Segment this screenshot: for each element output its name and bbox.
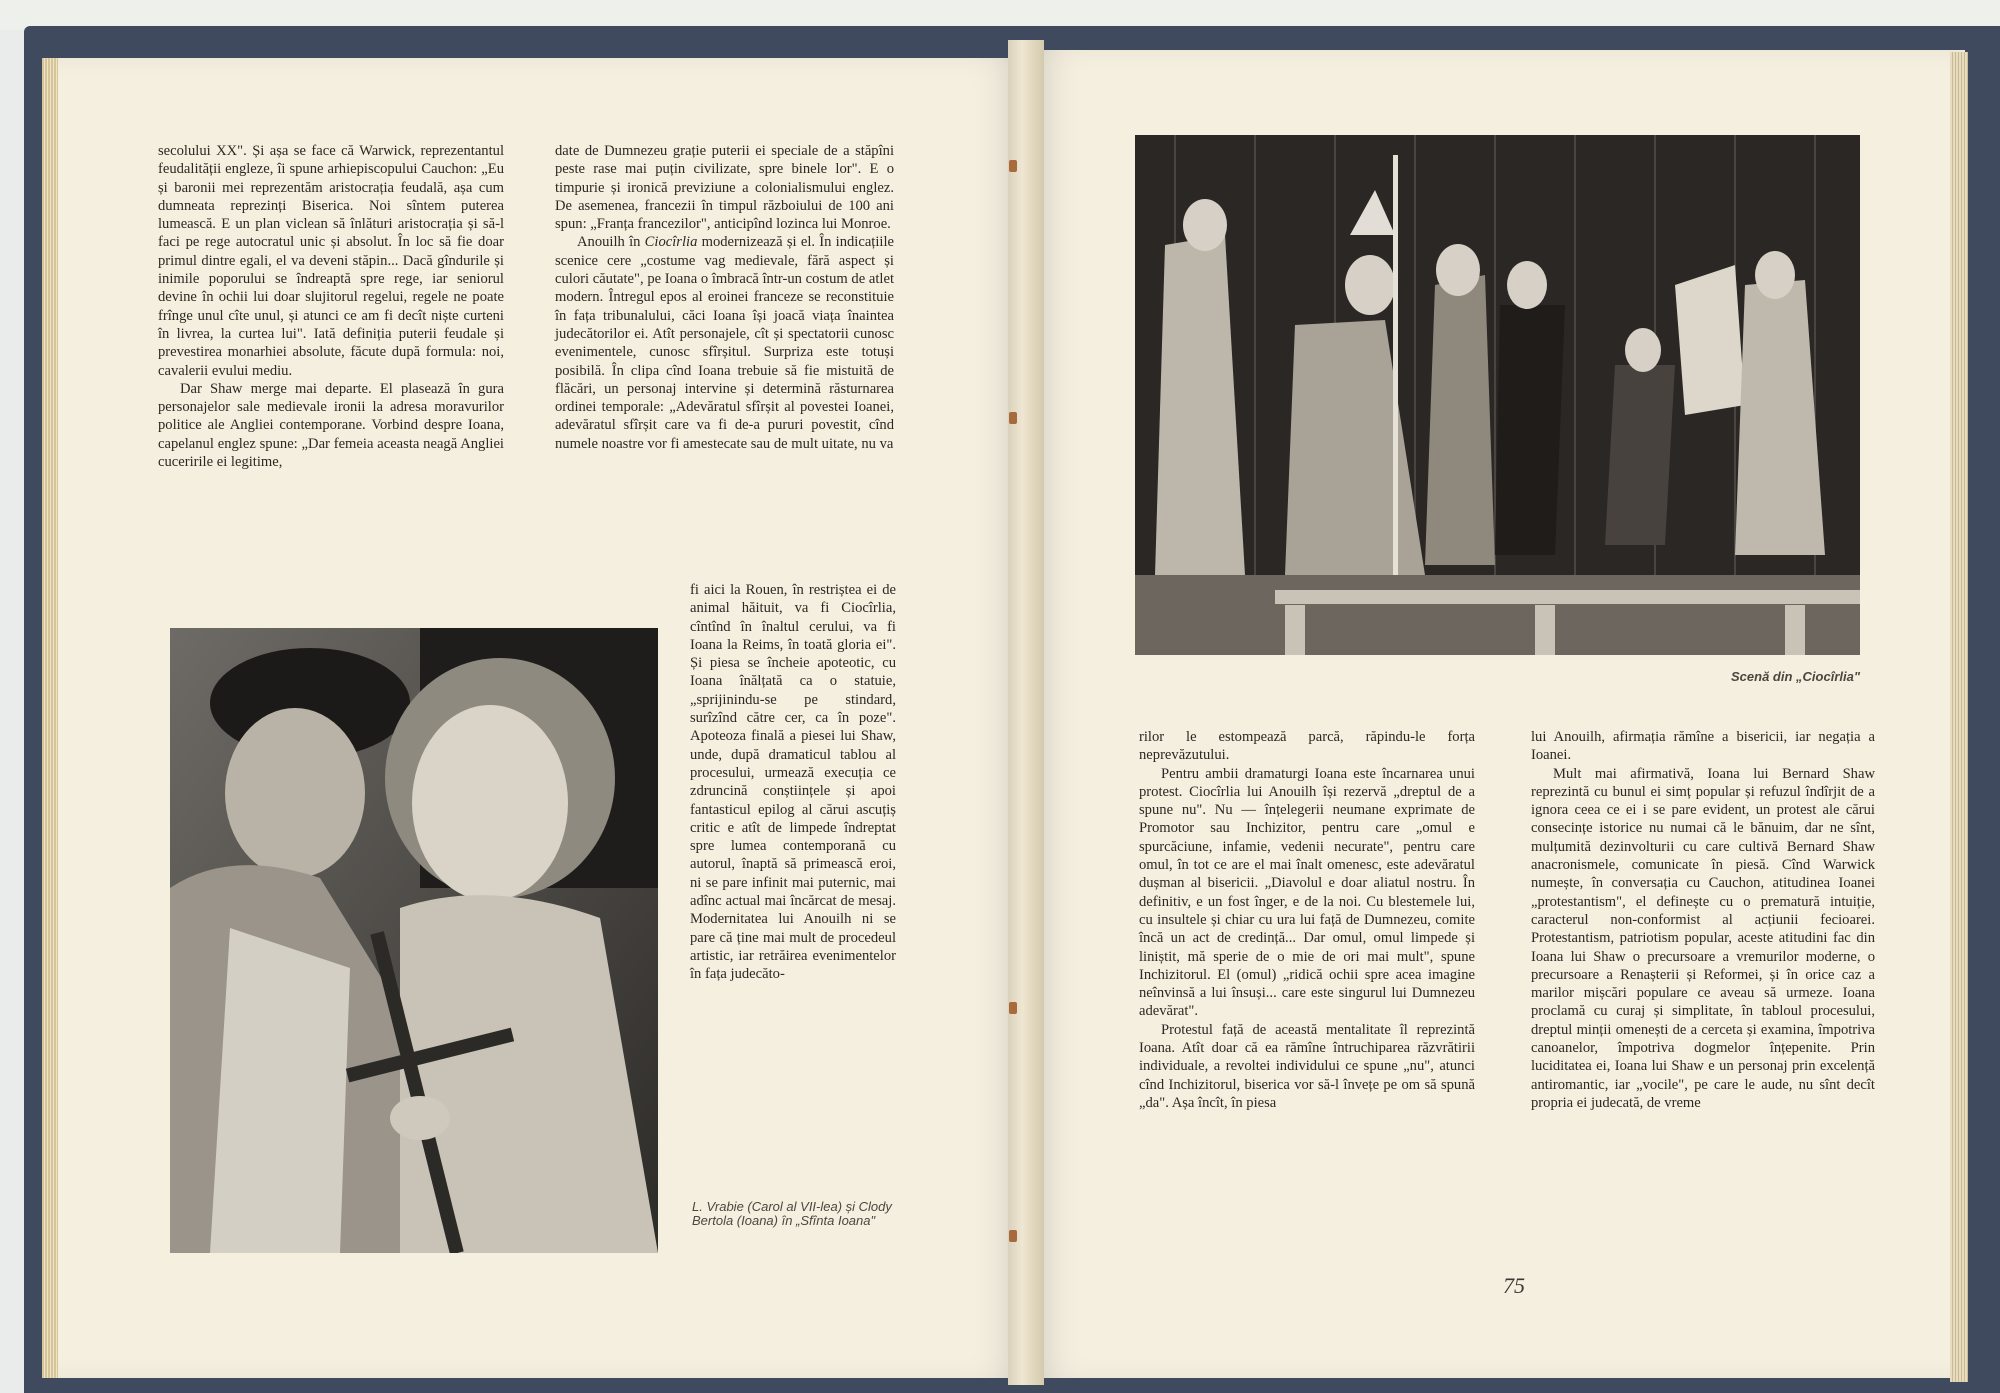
paragraph: lui Anouilh, afirmația rămîne a bisericii, iar negația a Ioanei. [1531,729,1875,764]
book-gutter [1008,40,1044,1385]
right-column-1 [1139,728,1475,1112]
left-column-2-top [555,142,894,453]
paragraph: Protestul față de această mentalitate îl reprezintă Ioana. Atît doar că ea rămîne întruchiparea răzvrătirii individuale, a revoltei individului ce spune „nu", atunci cînd Inchizitorul, biserica vor să-l învețe pe om să spună „da". Așa încît, în piesa [1139,1021,1475,1111]
binding-stitch [1009,160,1017,172]
paragraph: Pentru ambii dramaturgi Ioana este încarnarea unui protest. Ciocîrlia lui Anouilh își rezervă „dreptul de a spune nu". Nu — înțelegerii neumane exprimate de Promotor sau Inchizitor, pentru care „omul e spurcăciune, infamie, vedenii necurate", pentru care omul, în tot ce are el mai înalt omenesc, este adevăratul dușman al bisericii. „Diavolul e doar aliatul nostru. În definitiv, e un fost înger, e de la noi. Cu blestemele lui, cu insultele și chiar cu ura lui față de Dumnezeu, comite încă un act de credință... Dar omul, omul limpede și liniștit, mă sperie de o mie de ori mai mult", spune Inchizitorul. El (omul) „ridică ochii spre acea imagine neînvinsă a lui însuși... care este singurul lui Dumnezeu adevărat". [1139,765,1475,1020]
left-column-1 [158,142,504,471]
page-number: 75 [1503,1273,1525,1298]
paragraph: fi aici la Rouen, în restriștea ei de animal hăituit, va fi Ciocîrlia, cîntînd în înaltul cerului, va fi Ioana la Reims, în toată gloria ei". Și piesa se încheie apoteotic, cu Ioana înălțată ca o statuie, „sprijinindu-se pe stindard, surîzînd către cer, ca în poze". Apoteoza finală a piesei lui Shaw, unde, după dramaticul tablou al procesului, urmează execuția ce zdruncină conștiințele și apoi fantasticul epilog al cărui ascuțiș critic e atît de limpede îndreptat spre lumea contemporană cu autorul, înaptă să primească eroi, ni se pare infinit mai puternic, mai adînc actual mai încărcat de mesaj. Modernitatea lui Anouilh ni se pare că ține mai mult de procedeul artistic, iar retrăirea evenimentelor în fața judecăto- [690,582,896,983]
photo-image [1135,135,1860,655]
paragraph: Dar Shaw merge mai departe. El plasează în gura personajelor sale medievale ironii la adresa moravurilor politice ale Angliei contemporane. Vorbind despre Ioana, capelanul englez spune: „Dar femeia aceasta neagă Angliei cuceririle ei legitime, [158,380,504,471]
paragraph: Mult mai afirmativă, Ioana lui Bernard Shaw reprezintă cu bunul ei simț popular și refuzul îndîrjit de a ignora ceea ce ei i se pare evident, un protest ale cărui consecințe istorice nu numai că le bănuim, dar ne sînt, mulțumită dezinvolturii cu care cultivă Bernard Shaw anacronismele, comunicate în piesă. Cînd Warwick numește, în conversația cu Cauchon, atitudinea Ioanei „protestantism", el definește cu o prematură intuiție, caracterul non-conformist al acțiunii fecioarei. Protestantism, patriotism popular, aceste atitudini fac din Ioana lui Shaw o precursoare a vremurilor moderne, o precursoare a Renașterii și Reformei, și în orice caz a marilor mișcări populare ce aveau să urmeze. Ioana proclamă cu curaj și simplitate, în tabloul procesului, dreptul minții omenești de a cerceta și examina, împotriva canoanelor, împotriva dogmelor înțepenite. Prin luciditatea ei, Ioana lui Shaw e un personaj prin excelență antiromantic, iar „vocile", pe care le aude, nu sînt decît propria ei judecată, de vreme [1531,765,1875,1111]
left-column-2-bottom [690,581,896,984]
binding-stitch [1009,1230,1017,1242]
left-photo-caption: L. Vrabie (Carol al VII-lea) și Clody Bertola (Ioana) în „Sfînta Ioana" [692,1199,892,1228]
binding-stitch [1009,412,1017,424]
photo-actors-sfinta-ioana [170,628,658,1253]
right-photo-caption: Scenă din „Ciocîrlia" [1731,669,1860,684]
photo-image [170,628,658,1253]
paragraph: secolului XX". Și așa se face că Warwick, reprezentantul feudalității engleze, îi spune arhiepiscopului Cauchon: „Eu și baronii mei reprezentăm aristocrația feudală, așa cum dumneata reprezinți Biserica. Noi sîntem puterea lumească. E un plan viclean să înlături aristocrația și să-l faci pe rege autocratul unic și absolut. În loc să fie doar primul dintre egali, el va deveni stăpin... Dacă gîndurile și inimile poporului se îndreaptă spre rege, iar seniorul devine în ochii lui doar slujitorul regelui, regele ne poate frînge unul cîte unul, și atunci ce am fi decît niște curteni în livrea, la curtea lui". Iată definiția puterii feudale și prevestirea monarhiei absolute, făcute după formula: noi, cavalerii evului mediu. [158,143,504,379]
photo-scene-ciocirlia [1135,135,1860,655]
binding-stitch [1009,1002,1017,1014]
page-edges-right [1950,52,1968,1382]
paragraph: date de Dumnezeu grație puterii ei speciale de a stăpîni peste rase mai puțin civilizate, spre binele lor". E o timpurie și ironică previziune a colonialismului englez. De asemenea, francezii în timpul războiului de 100 ani spun: „Franța francezilor", anticipînd lozinca lui Monroe. [555,143,894,233]
right-column-2 [1531,728,1875,1112]
paragraph: Anouilh în Ciocîrlia modernizează și el. În indicațiile scenice cere „costume vag medievale, fără aspect și culori căutate", pe Ioana o îmbracă într-un costum de atlet modern. Întregul epos al eroinei franceze se reconstituie în fața tribunalului, căci Ioana își joacă viața înaintea judecătorilor ei. Atît personajele, cît și spectatorii cunosc evenimentele, cunosc sfîrșitul. Surpriza este totuși posibilă. În clipa cînd Ioana trebuie să fie mistuită de flăcări, un personaj intervine și determină răsturnarea ordinei temporale: „Adevăratul sfîrșit al povestei Ioanei, adevăratul sfîrșit care va fi de-a pururi povestit, cînd numele noastre vor fi amestecate sau de mult uitate, nu va [555,234,894,452]
paragraph: rilor le estompează parcă, răpindu-le forța neprevăzutului. [1139,729,1475,764]
